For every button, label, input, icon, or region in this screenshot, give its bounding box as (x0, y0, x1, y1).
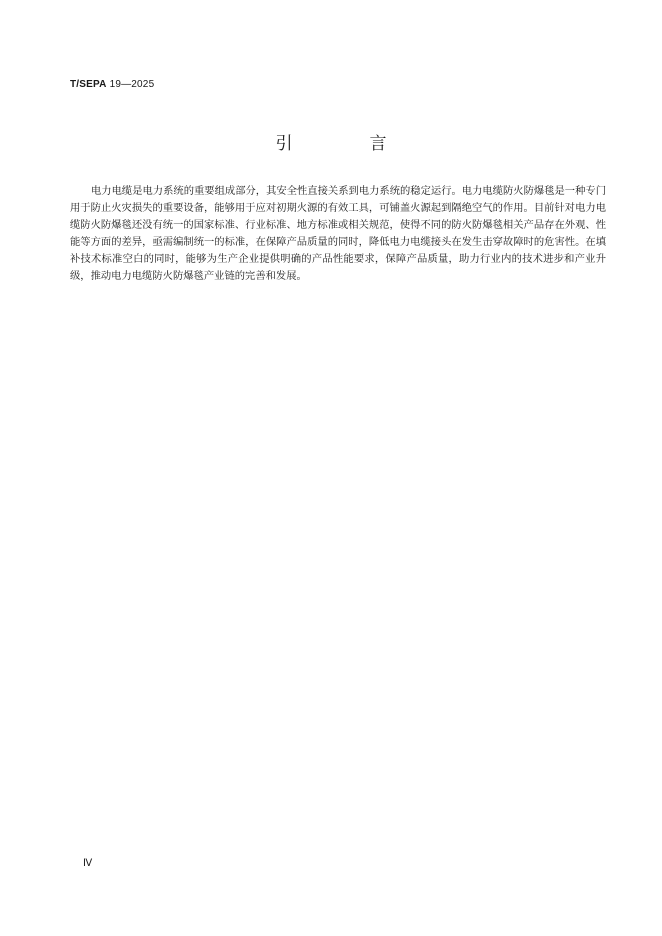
standard-number: 19—2025 (109, 79, 155, 90)
section-title: 引 言 (275, 134, 417, 154)
standard-code (70, 79, 154, 91)
standard-org-code: T/SEPA (70, 79, 107, 90)
page-number: Ⅳ (83, 858, 93, 869)
intro-paragraph: 电力电缆是电力系统的重要组成部分，其安全性直接关系到电力系统的稳定运行。电力电缆防火防爆毯是一种专门用于防止火灾损失的重要设备，能够用于应对初期火源的有效工具，可铺盖火源起到隔绝空气的作用。目前针对电力电缆防火防爆毯还没有统一的国家标准、行业标准、地方标准或相关规范，使得不同的防火防爆毯相关产品存在外观、性能等方面的差异，亟需编制统一的标准，在保障产品质量的同时，降低电力电缆接头在发生击穿故障时的危害性。在填补技术标准空白的同时，能够为生产企业提供明确的产品性能要求，保障产品质量，助力行业内的技术进步和产业升级，推动电力电缆防火防爆毯产业链的完善和发展。 (70, 185, 606, 282)
